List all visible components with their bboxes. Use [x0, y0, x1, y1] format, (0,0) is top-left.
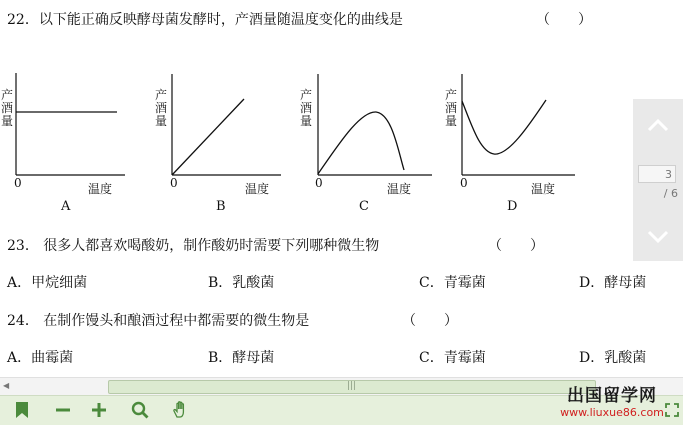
graph-c-plot	[298, 70, 448, 220]
graph-b-plot	[155, 70, 305, 220]
search-icon	[131, 401, 149, 419]
q24-option-b: B．酵母菌	[208, 350, 275, 366]
graph-d-curve	[462, 100, 546, 154]
zoom-out-button[interactable]	[52, 400, 74, 420]
scrollbar-grip: |||	[347, 381, 357, 391]
chevron-down-icon	[646, 229, 670, 245]
graph-b-xlabel: 温度	[245, 182, 270, 196]
graph-d-ylabel: 产 酒 量	[445, 88, 458, 128]
zoom-in-icon	[91, 402, 107, 418]
graph-a	[0, 70, 150, 220]
graph-c-ylabel: 产 酒 量	[300, 88, 313, 128]
graph-b-curve	[172, 99, 244, 175]
question-23-text: 23． 很多人都喜欢喝酸奶，制作酸奶时需要下列哪种微生物	[7, 238, 380, 254]
q23-option-d: D．酵母菌	[579, 275, 647, 291]
brand-watermark	[547, 386, 677, 420]
question-22-text: 22．以下能正确反映酵母菌发酵时，产酒量随温度变化的曲线是	[7, 12, 403, 28]
page-navigator	[633, 99, 683, 261]
page-number-input[interactable]	[638, 165, 676, 183]
q24-option-a: A．曲霉菌	[7, 350, 74, 366]
graph-b-ylabel: 产 酒 量	[155, 88, 168, 128]
question-24-text: 24． 在制作馒头和酿酒过程中都需要的微生物是	[7, 313, 310, 329]
hand-tool-icon	[171, 400, 191, 420]
graph-a-ylabel: 产 酒 量	[1, 88, 14, 128]
graph-a-plot	[0, 70, 150, 220]
search-button[interactable]	[129, 400, 151, 420]
hand-tool-button[interactable]	[170, 400, 192, 420]
question-22-answer-paren: （ ）	[536, 12, 592, 28]
graph-d-plot	[444, 70, 594, 220]
question-23-answer-paren: （ ）	[488, 238, 544, 254]
brand-url: www.liuxue86.com	[560, 406, 664, 419]
bookmark-button[interactable]	[11, 400, 33, 420]
q23-option-b: B．乳酸菌	[208, 275, 275, 291]
graph-c	[298, 70, 448, 220]
graph-d-origin: 0	[460, 176, 468, 190]
graph-c-letter: C	[359, 199, 369, 214]
q24-option-d: D．乳酸菌	[579, 350, 647, 366]
question-24-answer-paren: （ ）	[402, 313, 458, 329]
graph-a-xlabel: 温度	[88, 182, 113, 196]
graph-c-xlabel: 温度	[387, 182, 412, 196]
chevron-up-icon	[646, 117, 670, 133]
brand-name: 出国留学网	[567, 386, 657, 406]
scrollbar-thumb[interactable]	[108, 380, 596, 394]
zoom-out-icon	[55, 402, 71, 418]
graph-c-origin: 0	[315, 176, 323, 190]
graph-b-origin: 0	[170, 176, 178, 190]
page-up-button[interactable]	[633, 105, 683, 145]
question-22	[7, 9, 403, 29]
zoom-in-button[interactable]	[88, 400, 110, 420]
graph-b	[155, 70, 305, 220]
graph-a-origin: 0	[14, 176, 22, 190]
graph-d	[444, 70, 594, 220]
scroll-left-arrow-icon[interactable]: ◀	[3, 381, 10, 390]
graph-c-curve	[318, 112, 404, 174]
graph-d-xlabel: 温度	[531, 182, 556, 196]
graph-b-letter: B	[216, 199, 226, 214]
q24-option-c: C．青霉菌	[419, 350, 486, 366]
page-down-button[interactable]	[633, 217, 683, 257]
graph-a-letter: A	[61, 199, 71, 214]
bookmark-icon	[14, 401, 30, 419]
q23-option-c: C．青霉菌	[419, 275, 486, 291]
graph-d-letter: D	[507, 199, 518, 214]
question-24	[7, 310, 309, 330]
page-total: / 6	[663, 187, 678, 200]
question-23	[7, 235, 379, 255]
q23-option-a: A．甲烷细菌	[7, 275, 88, 291]
